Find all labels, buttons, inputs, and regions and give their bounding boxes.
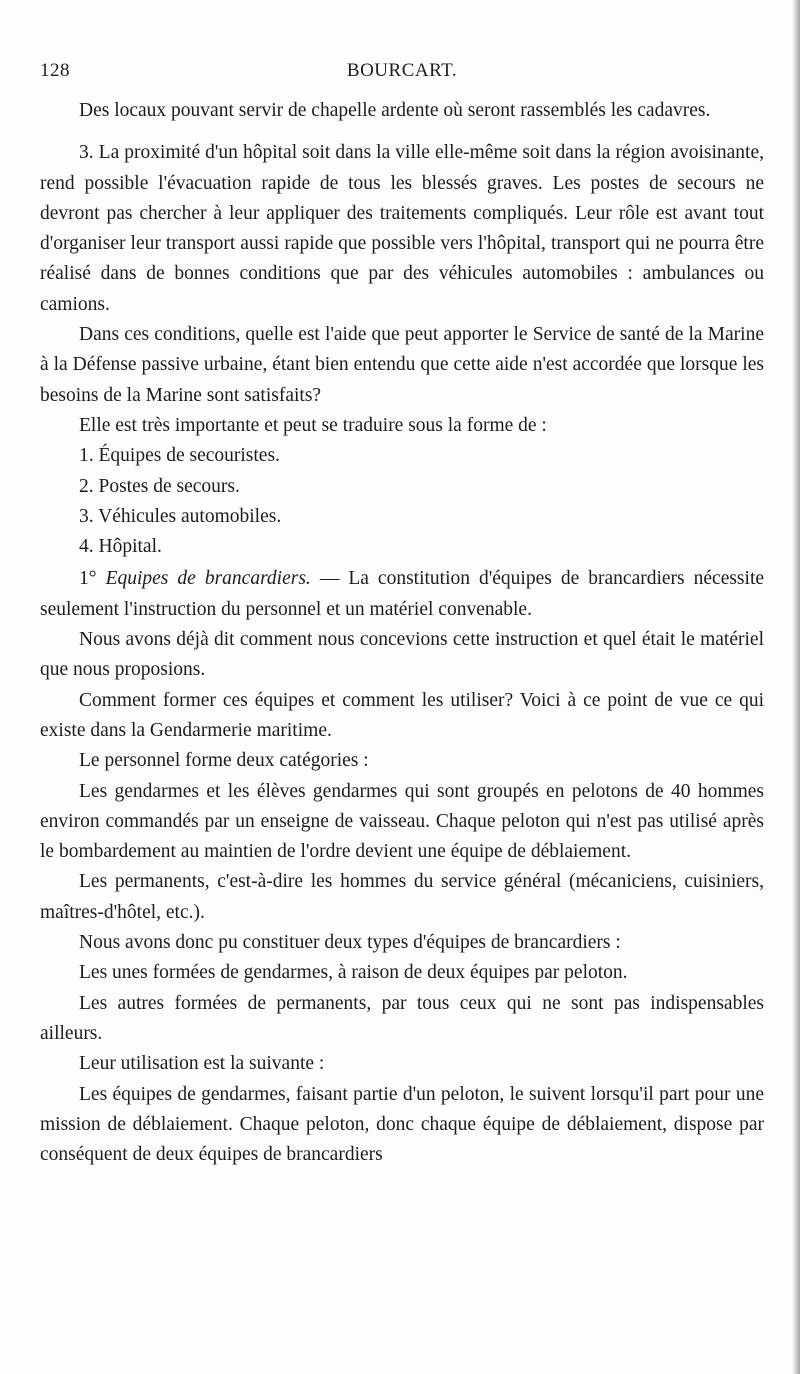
paragraph: Les équipes de gendarmes, faisant partie d'un peloton, le suivent lorsqu'il part pour une mission de déblaiement. Chaque peloton, donc chaque équipe de déblaiement, dispose par conséquent de deux équipes de brancardiers bbox=[40, 1083, 764, 1166]
list-item: 3. Véhicules automobiles. bbox=[79, 505, 282, 527]
section-dash: — bbox=[310, 568, 349, 590]
page-number: 128 bbox=[40, 60, 70, 81]
paragraph: Les autres formées de permanents, par tous ceux qui ne sont pas indispensables ailleurs. bbox=[40, 992, 764, 1044]
paragraph: Des locaux pouvant servir de chapelle ardente où seront rassemblés les cadavres. bbox=[79, 100, 711, 121]
body-text bbox=[40, 96, 764, 1170]
paragraph: Elle est très importante et peut se traduire sous la forme de : bbox=[79, 414, 547, 436]
running-title: BOURCART. bbox=[346, 60, 458, 81]
paragraph: Dans ces conditions, quelle est l'aide que peut apporter le Service de santé de la Marine à la Défense passive urbaine, étant bien entendu que cette aide n'est accordée que lorsque les besoins de la Marine sont satisfaits? bbox=[40, 324, 764, 406]
section-paragraph bbox=[40, 564, 764, 625]
paragraph: Leur utilisation est la suivante : bbox=[79, 1053, 325, 1075]
paragraph: Les permanents, c'est-à-dire les hommes du service général (mécaniciens, cuisiniers, maîtres-d'hôtel, etc.). bbox=[40, 871, 764, 923]
section-text: La constitution d'équipes de brancardiers nécessite seulement l'instruction du personnel et un matériel convenable. bbox=[40, 568, 765, 620]
list-item: 4. Hôpital. bbox=[79, 536, 162, 558]
list-item: 2. Postes de secours. bbox=[79, 475, 240, 497]
paragraph: 3. La proximité d'un hôpital soit dans la ville elle-même soit dans la région avoisinante, rend possible l'évacuation rapide de tous les blessés graves. Les postes de secours ne devront pas chercher à leur appliquer des traitements compliqués. Leur rôle est avant tout d'organiser leur transport aussi rapide que possible vers l'hôpital, transport qui ne pourra être réalisé dans de bonnes conditions que par des véhicules automobiles : ambulances ou camions. bbox=[40, 142, 764, 315]
section-marker: 1° bbox=[79, 568, 97, 590]
page-edge-shadow bbox=[792, 0, 800, 1374]
paragraph: Les gendarmes et les élèves gendarmes qui sont groupés en pelotons de 40 hommes environ commandés par un enseigne de vaisseau. Chaque peloton qui n'est pas utilisé après le bombardement au maintien de l'ordre devient une équipe de déblaiement. bbox=[40, 780, 764, 863]
paragraph: Comment former ces équipes et comment les utiliser? Voici à ce point de vue ce qui existe dans la Gendarmerie maritime. bbox=[40, 689, 764, 741]
paragraph: Nous avons déjà dit comment nous concevions cette instruction et quel était le matériel que nous proposions. bbox=[40, 629, 764, 681]
paragraph: Le personnel forme deux catégories : bbox=[79, 750, 369, 772]
enumerated-list bbox=[40, 441, 764, 562]
section-heading: Equipes de brancardiers. bbox=[105, 568, 311, 590]
paragraph: Les unes formées de gendarmes, à raison de deux équipes par peloton. bbox=[79, 962, 628, 984]
list-item: 1. Équipes de secouristes. bbox=[79, 445, 280, 467]
paragraph: Nous avons donc pu constituer deux types d'équipes de brancardiers : bbox=[79, 932, 621, 954]
running-head bbox=[40, 60, 764, 86]
